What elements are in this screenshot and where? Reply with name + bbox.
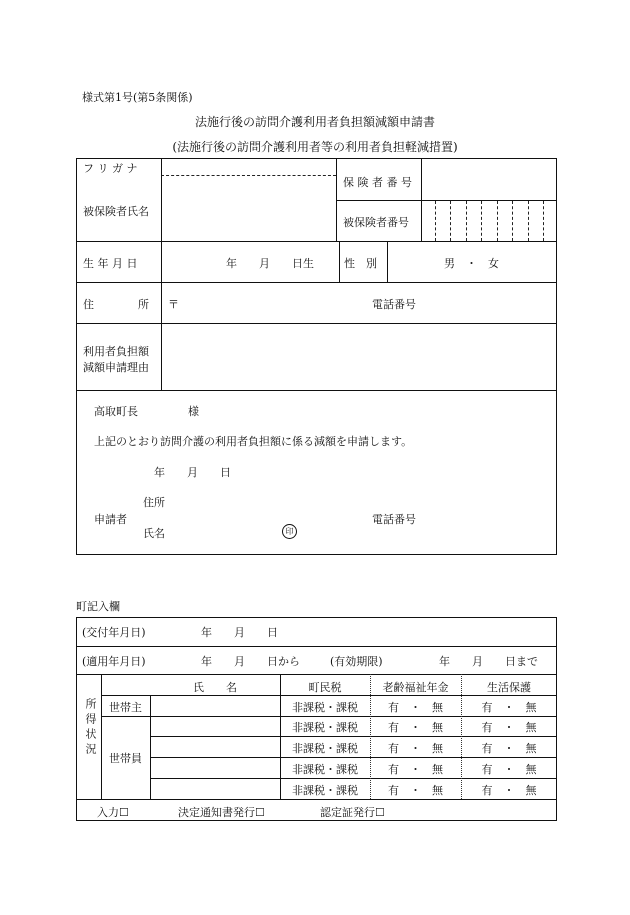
birthdate-fill: 年 月 日生 (226, 257, 314, 270)
application-date-fill: 年 月 日 (154, 466, 231, 479)
applicant-name-label: 氏名 (143, 527, 165, 540)
furigana-dashed-line (161, 175, 336, 176)
insured-name-label: 被保険者氏名 (83, 205, 149, 218)
col-tax-header: 町民税 (308, 681, 342, 694)
applicant-phone-label: 電話番号 (372, 513, 416, 526)
town-section-heading: 町記入欄 (76, 600, 120, 613)
postal-mark: 〒 (168, 298, 179, 311)
reason-label-2: 減額申請理由 (83, 361, 149, 374)
table-row-tax: 非課税・課税 (292, 763, 358, 776)
decision-notice-checkbox-label: 決定通知書発行☐ (178, 806, 265, 819)
table-row-welfare: 有 ・ 無 (481, 721, 537, 734)
issue-date-label: (交付年月日) (82, 626, 146, 639)
birthdate-label: 生 年 月 日 (83, 257, 138, 270)
certificate-checkbox-label: 認定証発行☐ (320, 806, 385, 819)
apply-date-fill: 年 月 日から (201, 655, 300, 668)
table-row-pension: 有 ・ 無 (388, 763, 443, 776)
validity-fill: 年 月 日まで (439, 655, 538, 668)
seal-mark: 印 (282, 524, 297, 539)
table-row-welfare: 有 ・ 無 (481, 784, 537, 797)
col-welfare-header: 生活保護 (487, 681, 531, 694)
form-number: 様式第1号(第5条関係) (82, 91, 193, 104)
apply-date-label: (適用年月日) (82, 655, 146, 668)
col-pension-header: 老齢福祉年金 (382, 681, 449, 694)
table-row-welfare: 有 ・ 無 (481, 742, 537, 755)
addressee-honorific: 様 (188, 405, 199, 418)
table-row-pension: 有 ・ 無 (388, 742, 443, 755)
furigana-label: フ リ ガ ナ (83, 162, 138, 175)
table-row-pension: 有 ・ 無 (388, 701, 443, 714)
table-row-tax: 非課税・課税 (292, 742, 358, 755)
address-label: 住 所 (83, 298, 149, 311)
table-row-tax: 非課税・課税 (292, 721, 358, 734)
insurer-number-label: 保 険 者 番 号 (343, 176, 412, 189)
householder-label: 世帯主 (109, 701, 142, 714)
reason-label-1: 利用者負担額 (83, 345, 149, 358)
applicant-label: 申請者 (94, 513, 127, 526)
phone-label: 電話番号 (372, 298, 416, 311)
table-row-pension: 有 ・ 無 (388, 784, 443, 797)
col-name-header: 氏 名 (193, 681, 237, 694)
document-title: 法施行後の訪問介護利用者負担額減額申請書 (194, 115, 435, 129)
input-checkbox-label: 入力☐ (97, 806, 129, 819)
sex-label: 性 別 (344, 257, 377, 270)
application-statement: 上記のとおり訪問介護の利用者負担額に係る減額を申請します。 (94, 435, 413, 448)
insured-number-label: 被保険者番号 (343, 216, 409, 229)
applicant-address-label: 住所 (143, 496, 165, 509)
table-row-welfare: 有 ・ 無 (481, 763, 537, 776)
table-row-tax: 非課税・課税 (292, 784, 358, 797)
document-subtitle: (法施行後の訪問介護利用者等の利用者負担軽減措置) (172, 140, 458, 154)
table-row-welfare: 有 ・ 無 (481, 701, 537, 714)
addressee: 高取町長 (94, 405, 138, 418)
validity-label: (有効期限) (330, 655, 383, 668)
sex-options: 男 ・ 女 (444, 257, 499, 270)
issue-date-fill: 年 月 日 (201, 626, 278, 639)
member-label: 世帯員 (109, 752, 142, 765)
income-status-label: 所得状況 (84, 698, 97, 758)
table-row-tax: 非課税・課税 (292, 701, 358, 714)
table-row-pension: 有 ・ 無 (388, 721, 443, 734)
